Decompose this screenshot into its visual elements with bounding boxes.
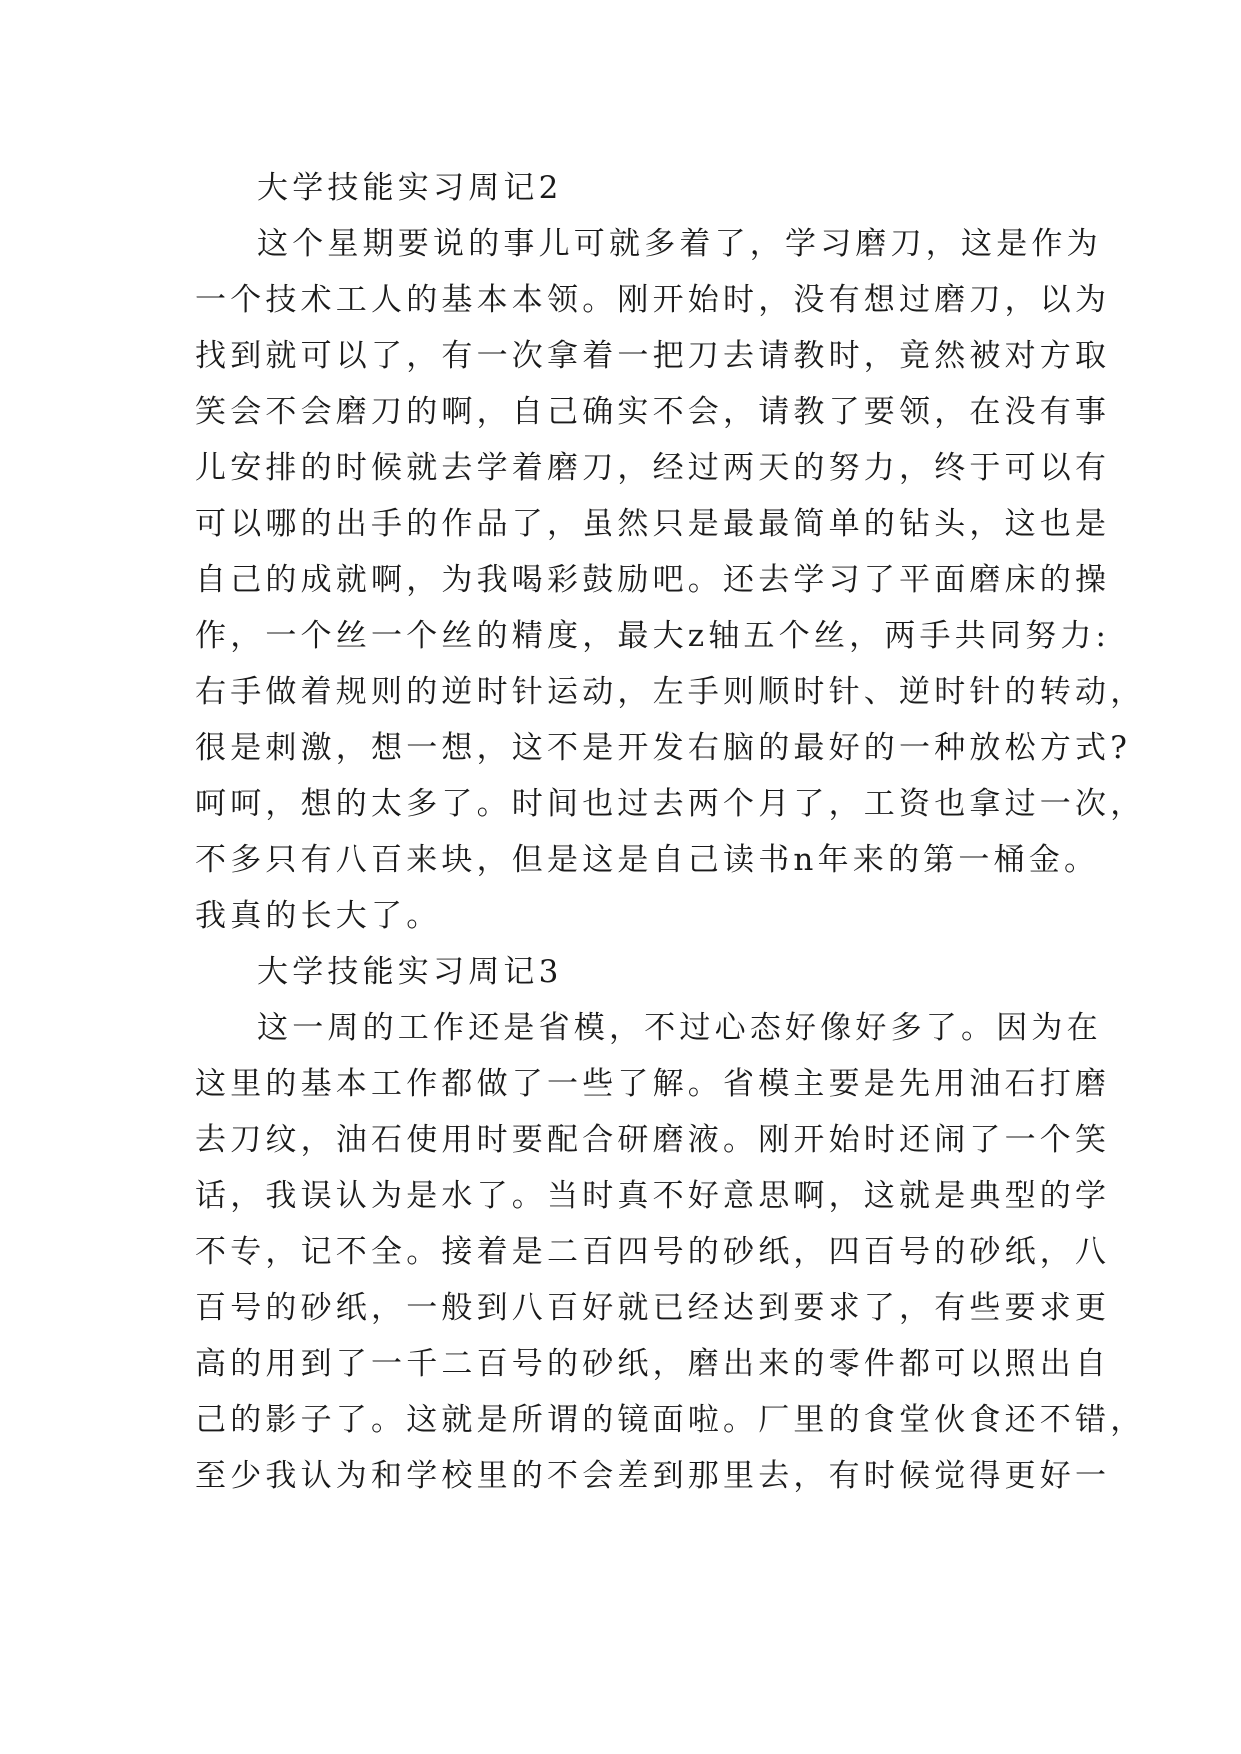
section-heading-week-2: 大学技能实习周记2 xyxy=(257,170,563,206)
paragraph-line: 一个技术工人的基本本领。刚开始时，没有想过磨刀，以为 xyxy=(195,282,1111,318)
paragraph-line: 很是刺激，想一想，这不是开发右脑的最好的一种放松方式? xyxy=(195,730,1132,766)
paragraph-line: 不多只有八百来块，但是这是自己读书n年来的第一桶金。 xyxy=(195,842,1100,878)
paragraph-line: 不专，记不全。接着是二百四号的砂纸，四百号的砂纸，八 xyxy=(195,1234,1111,1270)
paragraph-line: 这个星期要说的事儿可就多着了，学习磨刀，这是作为 xyxy=(257,226,1102,262)
paragraph-line: 呵呵，想的太多了。时间也过去两个月了，工资也拿过一次， xyxy=(195,786,1146,822)
paragraph-line: 去刀纹，油石使用时要配合研磨液。刚开始时还闹了一个笑 xyxy=(195,1122,1111,1158)
paragraph-line: 话，我误认为是水了。当时真不好意思啊，这就是典型的学 xyxy=(195,1178,1111,1214)
section-heading-week-3: 大学技能实习周记3 xyxy=(257,954,563,990)
paragraph-line: 高的用到了一千二百号的砂纸，磨出来的零件都可以照出自 xyxy=(195,1346,1111,1382)
paragraph-line: 己的影子了。这就是所谓的镜面啦。厂里的食堂伙食还不错， xyxy=(195,1402,1146,1438)
paragraph-line: 这一周的工作还是省模，不过心态好像好多了。因为在 xyxy=(257,1010,1102,1046)
paragraph-line: 我真的长大了。 xyxy=(195,898,442,934)
paragraph-line: 这里的基本工作都做了一些了解。省模主要是先用油石打磨 xyxy=(195,1066,1111,1102)
paragraph-line: 自己的成就啊，为我喝彩鼓励吧。还去学习了平面磨床的操 xyxy=(195,562,1111,598)
paragraph-line: 作，一个丝一个丝的精度，最大z轴五个丝，两手共同努力: xyxy=(195,618,1111,654)
paragraph-line: 儿安排的时候就去学着磨刀，经过两天的努力，终于可以有 xyxy=(195,450,1111,486)
paragraph-line: 笑会不会磨刀的啊，自己确实不会，请教了要领，在没有事 xyxy=(195,394,1111,430)
paragraph-line: 至少我认为和学校里的不会差到那里去，有时候觉得更好一 xyxy=(195,1458,1111,1494)
paragraph-line: 找到就可以了，有一次拿着一把刀去请教时，竟然被对方取 xyxy=(195,338,1111,374)
paragraph-line: 百号的砂纸，一般到八百好就已经达到要求了，有些要求更 xyxy=(195,1290,1111,1326)
paragraph-line: 右手做着规则的逆时针运动，左手则顺时针、逆时针的转动， xyxy=(195,674,1146,710)
paragraph-line: 可以哪的出手的作品了，虽然只是最最简单的钻头，这也是 xyxy=(195,506,1111,542)
